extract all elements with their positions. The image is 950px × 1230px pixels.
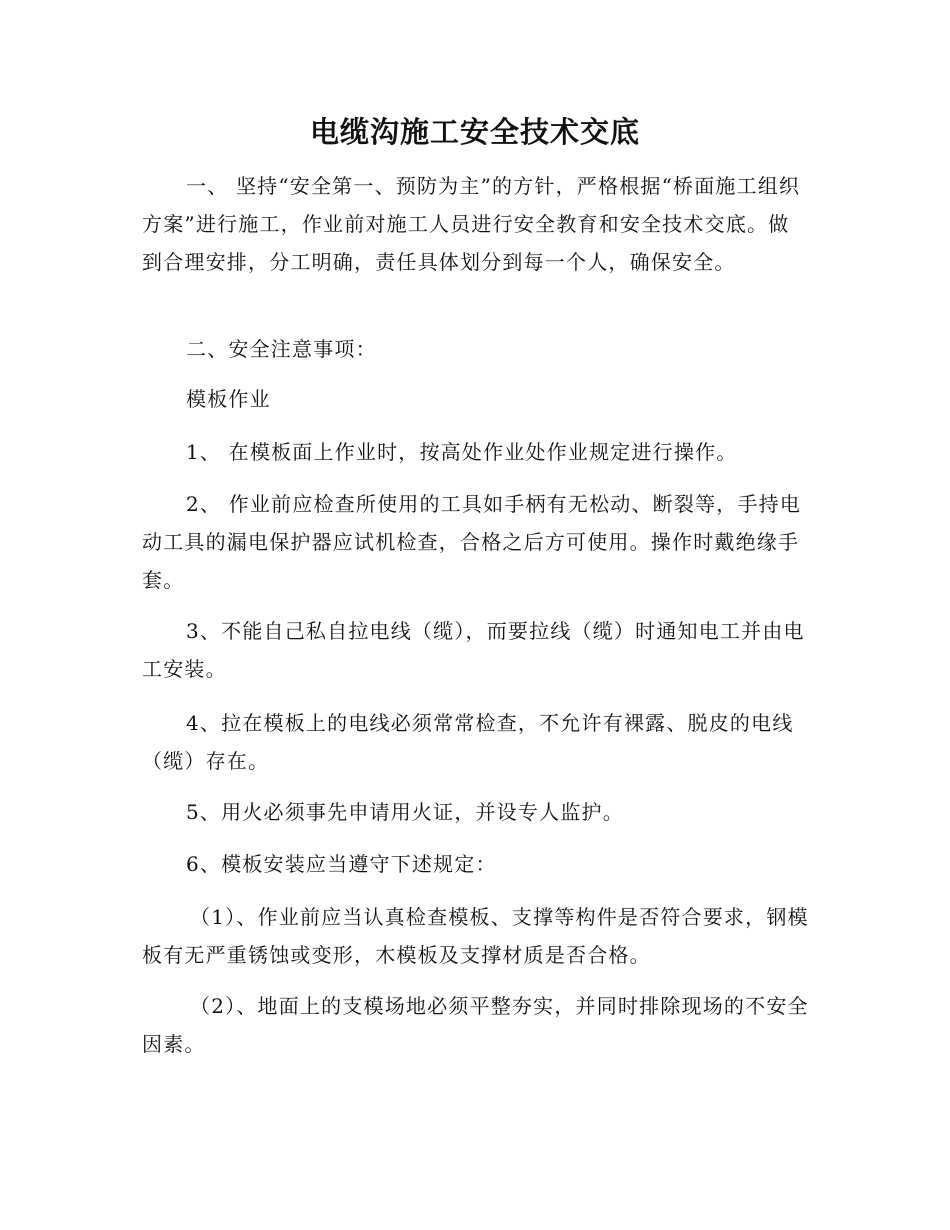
paragraph-safety-heading: 二、安全注意事项： (186, 337, 377, 361)
paragraph-item-1: 1、 在模板面上作业时，按高处作业处作业规定进行操作。 (186, 440, 738, 464)
paragraph-item-2: 2、 作业前应检查所使用的工具如手柄有无松动、断裂等，手持电动工具的漏电保护器应试机检查，合格之后方可使用。操作时戴绝缘手套。 (142, 492, 802, 592)
paragraph-item-6: 6、模板安装应当遵守下述规定： (186, 852, 497, 876)
paragraph-subitem-1: （1）、作业前应当认真检查模板、支撑等构件是否符合要求，钢模板有无严重锈蚀或变形，木模板及支撑材质是否合格。 (142, 905, 809, 967)
paragraph-item-3: 3、不能自己私自拉电线（缆），而要拉线（缆）时通知电工并由电工安装。 (142, 619, 805, 681)
paragraph-subitem-2: （2）、地面上的支模场地必须平整夯实，并同时排除现场的不安全因素。 (142, 994, 809, 1056)
paragraph-item-4: 4、拉在模板上的电线必须常常检查，不允许有裸露、脱皮的电线（缆）存在。 (142, 711, 794, 773)
paragraph-item-5: 5、用火必须事先申请用火证，并设专人监护。 (186, 800, 624, 824)
paragraph-principle: 一、 坚持“安全第一、预防为主”的方针，严格根据“桥面施工组织方案”进行施工，作业前对施工人员进行安全教育和安全技术交底。做到合理安排，分工明确，责任具体划分到每一个人，确保安全。 (142, 174, 801, 274)
document-title: 电缆沟施工安全技术交底 (309, 115, 640, 149)
paragraph-formwork-heading: 模板作业 (186, 387, 271, 411)
